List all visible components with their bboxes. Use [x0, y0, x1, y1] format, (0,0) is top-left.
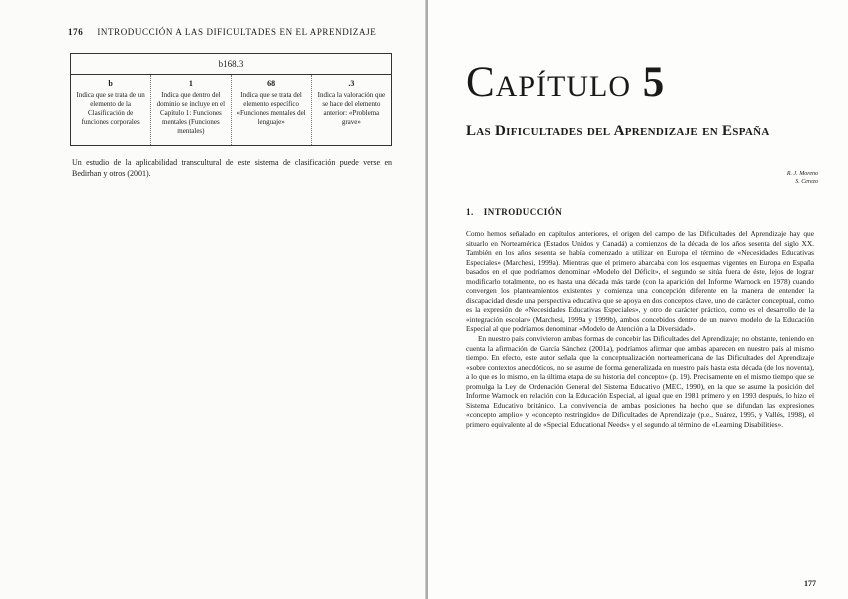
figure-column-text: Indica que dentro del dominio se incluye en el Capítulo 1: Funciones mentales (Funciones mentales)	[156, 91, 226, 135]
body-paragraph: Como hemos señalado en capítulos anteriores, el origen del campo de las Dificultades del Aprendizaje hay que situarlo en Norteamérica (Estados Unidos y Canadá) a comienzos de la década de los años sesenta del siglo XX. También en los años sesenta se había comenzado a utilizar en Europa el término de «Necesidades Educativas Especiales» (Marchesi, 1999a). Mientras que el primero abarcaba con los esquemas vigentes en Europa en España basados en el que podríamos denominar «Modelo del Déficit», el segundo se sitúa fuera de éste, lejos de lograr modificarlo totalmente, no es hasta una década más tarde (con la aparición del Informe Warnock en 1978) cuando convergen los planteamientos existentes y comienza una concepción diferente en la manera de entender la discapacidad desde una perspectiva educativa que se apoya en dos conceptos clave, uno de carácter conceptual, como es la expresión de «Necesidades Educativas Especiales», y otro de carácter práctico, como es el desarrollo de la «integración escolar» (Marchesi, 1999a y 1999b), ambos concebidos dentro de un nuevo modelo de la Educación Especial al que podríamos denominar «Modelo de Atención a la Diversidad».	[466, 229, 814, 334]
body-text	[466, 229, 814, 429]
section-number: 1.	[466, 207, 474, 217]
section-title: INTRODUCCIÓN	[483, 207, 563, 217]
figure-code-label: b168.3	[71, 54, 391, 75]
figure-column	[312, 75, 391, 145]
running-head-title: INTRODUCCIÓN A LAS DIFICULTADES EN EL APRENDIZAJE	[97, 27, 377, 37]
right-page-number: 177	[804, 579, 816, 588]
chapter-word: Capítulo	[466, 59, 632, 106]
chapter-authors	[787, 170, 818, 186]
figure-column-text: Indica que se trata de un elemento de la Clasificación de funciones corporales	[76, 91, 145, 126]
figure-column-text: Indica la valoración que se hace del elemento anterior: «Problema grave»	[317, 91, 386, 126]
figure-columns	[71, 75, 391, 145]
figure-column-code: b	[108, 79, 113, 88]
figure-column	[71, 75, 151, 145]
chapter-title	[466, 58, 665, 107]
classification-figure	[70, 53, 392, 146]
figure-column-code: 68	[267, 79, 276, 88]
body-paragraph: En nuestro país convivieron ambas formas de concebir las Dificultades del Aprendizaje; no obstante, teniendo en cuenta la afirmación de García Sánchez (2001a), podríamos afirmar que ambas aparecen en nuestro país al mismo tiempo. En efecto, este autor señala que la conceptualización norteamericana de las Dificultades del Aprendizaje «sobre contextos anecdóticos, no se asume de forma generalizada en nuestro país hasta esta década (de los noventa), a lo que es lo mismo, en la última etapa de su historia del concepto» (p. 19). Precisamente en el mismo tiempo que se promulga la Ley de Ordenación General del Sistema Educativo (MEC, 1990), en la que se asume la posición del Informe Warnock en relación con la Educación Especial, al igual que en 1981 primero y en 1993 después, lo hizo el Sistema Educativo británico. La convivencia de ambas posiciones ha hecho que se difundan las expresiones «concepto amplio» y «concepto restringido» de Dificultades de Aprendizaje (p.e., Suárez, 1995, y Vallés, 1998), el primero equivalente al de «Special Educational Needs» y el segundo al término de «Learning Disabilities».	[466, 334, 814, 429]
figure-column-code: .3	[348, 79, 355, 88]
left-page-number: 176	[68, 27, 84, 37]
chapter-number: 5	[642, 59, 666, 106]
figure-column	[232, 75, 312, 145]
section-heading	[466, 207, 562, 217]
figure-column-text: Indica que se trata del elemento específico «Funciones mentales del lenguaje»	[236, 91, 306, 126]
running-head	[68, 27, 376, 37]
author-name: S. Cerezo	[795, 179, 818, 185]
chapter-subtitle: Las Dificultades del Aprendizaje en España	[466, 123, 770, 139]
figure-column-code: 1	[188, 79, 193, 88]
right-page	[428, 0, 848, 599]
figure-column	[151, 75, 231, 145]
figure-caption: Un estudio de la aplicabilidad transcultural de este sistema de clasificación puede verse en Bedirhan y otros (2001).	[72, 158, 392, 178]
author-name: R. J. Moreno	[786, 171, 818, 177]
